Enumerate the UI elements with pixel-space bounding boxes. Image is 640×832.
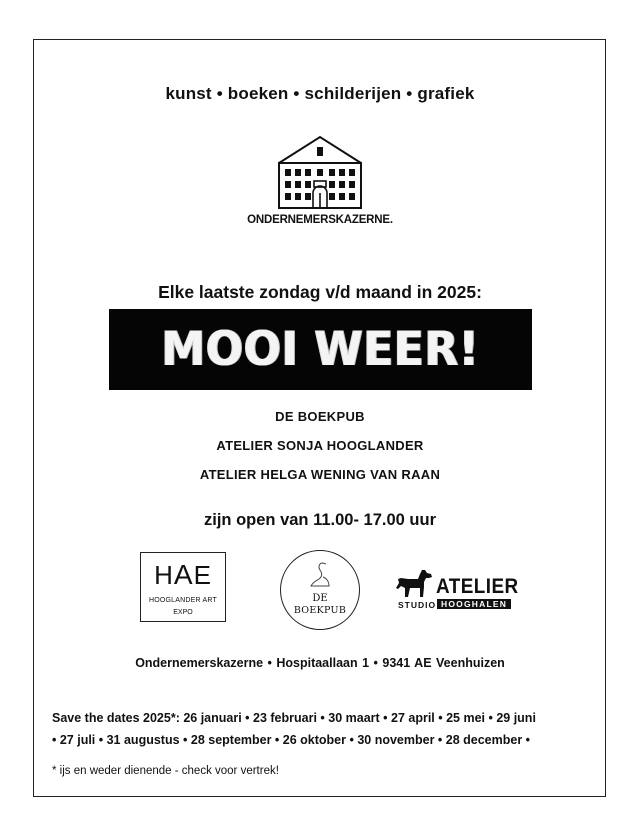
hae-logo (140, 552, 226, 622)
swan-icon (309, 561, 333, 591)
hae-line1: HOOGLANDER ART (148, 597, 218, 604)
ondernemerskazerne-logo-name: ONDERNEMERSKAZERNE. (247, 214, 393, 226)
subtitle: Elke laatste zondag v/d maand in 2025: (158, 282, 482, 302)
atelier-title: ATELIER (436, 575, 519, 598)
boekpub-de: DE (312, 593, 328, 604)
atelier-place: HOOGHALEN (437, 599, 511, 609)
participant-helga: ATELIER HELGA WENING VAN RAAN (199, 467, 441, 482)
opening-hours: zijn open van 11.00- 17.00 uur (203, 511, 436, 529)
address: Ondernemerskazerne • Hospitaallaan 1 • 9341 AE Veenhuizen (135, 656, 505, 670)
save-the-dates-line1: Save the dates 2025*: 26 januari • 23 februari • 30 maart • 27 april • 25 mei • 29 juni (52, 711, 536, 725)
banner-title: MOOI WEER! (161, 321, 480, 378)
boekpub-logo (280, 550, 360, 630)
participant-sonja: ATELIER SONJA HOOGLANDER (216, 438, 424, 453)
building-icon (276, 135, 364, 211)
save-the-dates-line2: • 27 juli • 31 augustus • 28 september • 26 oktober • 30 november • 28 december • (52, 733, 531, 747)
atelier-studio: STUDIO (398, 600, 437, 610)
participant-boekpub: DE BOEKPUB (275, 409, 365, 424)
hae-letters: HAE (154, 559, 212, 590)
boekpub-name: BOEKPUB (293, 605, 347, 616)
hae-line2: EXPO (173, 609, 193, 616)
dog-icon (392, 568, 434, 600)
footnote: * ijs en weder dienende - check voor vertrek! (52, 765, 279, 777)
tagline: kunst • boeken • schilderijen • grafiek (165, 84, 475, 103)
banner (109, 309, 532, 390)
